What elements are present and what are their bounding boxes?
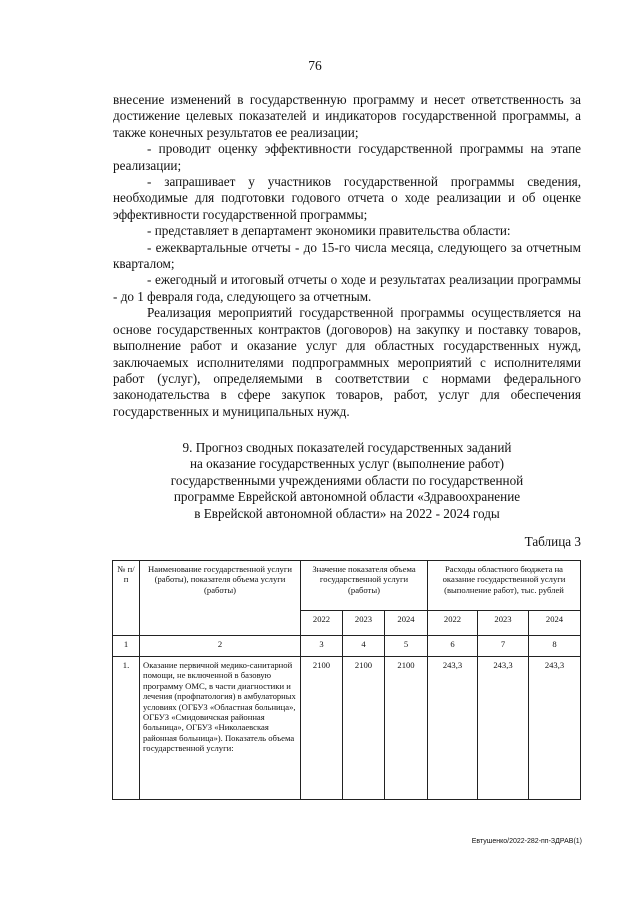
section-heading-line: программе Еврейской автономной области «Здравоохранение <box>173 489 521 505</box>
table-row <box>113 657 581 800</box>
year-cell: 2022 <box>301 611 343 636</box>
section-heading-line: государственными учреждениями области по государственной <box>170 472 524 488</box>
paragraph-2: - проводит оценку эффективности государственной программы на этапе реализации; <box>113 141 581 173</box>
column-number: 7 <box>478 636 529 657</box>
footer-code: Евтушенко/2022-282-пп-ЗДРАВ(1) <box>471 838 582 845</box>
year-cell: 2022 <box>428 611 478 636</box>
section-heading-line: на оказание государственных услуг (выполнение работ) <box>189 456 505 472</box>
paragraph-6: - ежегодный и итоговый отчеты о ходе и результатах реализации программы - до 1 февраля года, следующего за отчетным. <box>113 272 581 304</box>
paragraph-4: - представляет в департамент экономики правительства области: <box>147 223 511 239</box>
table-column-numbers-row <box>113 636 581 657</box>
row-num: 1. <box>113 657 140 800</box>
column-number: 6 <box>428 636 478 657</box>
row-value: 243,3 <box>529 657 581 800</box>
section-heading <box>113 440 581 522</box>
year-cell: 2023 <box>343 611 385 636</box>
table-label: Таблица 3 <box>524 534 581 549</box>
row-value: 2100 <box>301 657 343 800</box>
header-num: № п/п <box>113 561 140 636</box>
row-value: 243,3 <box>428 657 478 800</box>
row-value: 2100 <box>385 657 428 800</box>
year-cell: 2024 <box>529 611 581 636</box>
paragraph-1: внесение изменений в государственную программу и несет ответственность за достижение целевых показателей и индикаторов государственной программы, а также конечных результатов ее реализации; <box>113 92 581 140</box>
header-name: Наименование государственной услуги (работы), показателя объема услуги (работы) <box>140 561 301 636</box>
paragraph-5: - ежеквартальные отчеты - до 15-го числа месяца, следующего за отчетным кварталом; <box>113 239 581 272</box>
page-number: 76 <box>308 58 322 73</box>
header-expenses: Расходы областного бюджета на оказание государственной услуги (выполнение работ), тыс. рублей <box>428 561 581 611</box>
row-value: 2100 <box>343 657 385 800</box>
section-heading-line: в Еврейской автономной области» на 2022 - 2024 годы <box>194 505 500 521</box>
row-name: Оказание первичной медико-санитарной помощи, не включенной в базовую программу ОМС, в части диагностики и лечения (профпатология) в амбулаторных условиях (ОГБУЗ «Областная больница», ОГБУЗ «Смидовичская районная больница», ОГБУЗ «Николаевская районная больница»). Показатель объема государственной услуги: <box>140 657 301 800</box>
table-header-row <box>113 561 581 611</box>
column-number: 1 <box>113 636 140 657</box>
column-number: 3 <box>301 636 343 657</box>
row-value: 243,3 <box>478 657 529 800</box>
paragraph-3: - запрашивает у участников государственной программы сведения, необходимые для подготовки годового отчета о ходе реализации и об оценке эффективности государственной программы; <box>113 174 581 222</box>
year-cell: 2023 <box>478 611 529 636</box>
column-number: 2 <box>140 636 301 657</box>
column-number: 8 <box>529 636 581 657</box>
paragraph-7: Реализация мероприятий государственной программы осуществляется на основе государственных контрактов (договоров) на закупку и поставку товаров, выполнение работ и оказание услуг для областных государственных нужд, заключаемых исполнителями подпрограммных мероприятий с исполнителями работ (услуг), определяемыми в соответствии с нормами федерального законодательства в сфере закупок товаров, работ, услуг для обеспечения государственных и муниципальных нужд. <box>113 305 581 419</box>
year-cell: 2024 <box>385 611 428 636</box>
body-text <box>113 92 581 420</box>
column-number: 4 <box>343 636 385 657</box>
header-volume: Значение показателя объема государственной услуги (работы) <box>301 561 428 611</box>
data-table <box>112 560 581 800</box>
column-number: 5 <box>385 636 428 657</box>
section-heading-line: 9. Прогноз сводных показателей государственных заданий <box>182 440 512 455</box>
